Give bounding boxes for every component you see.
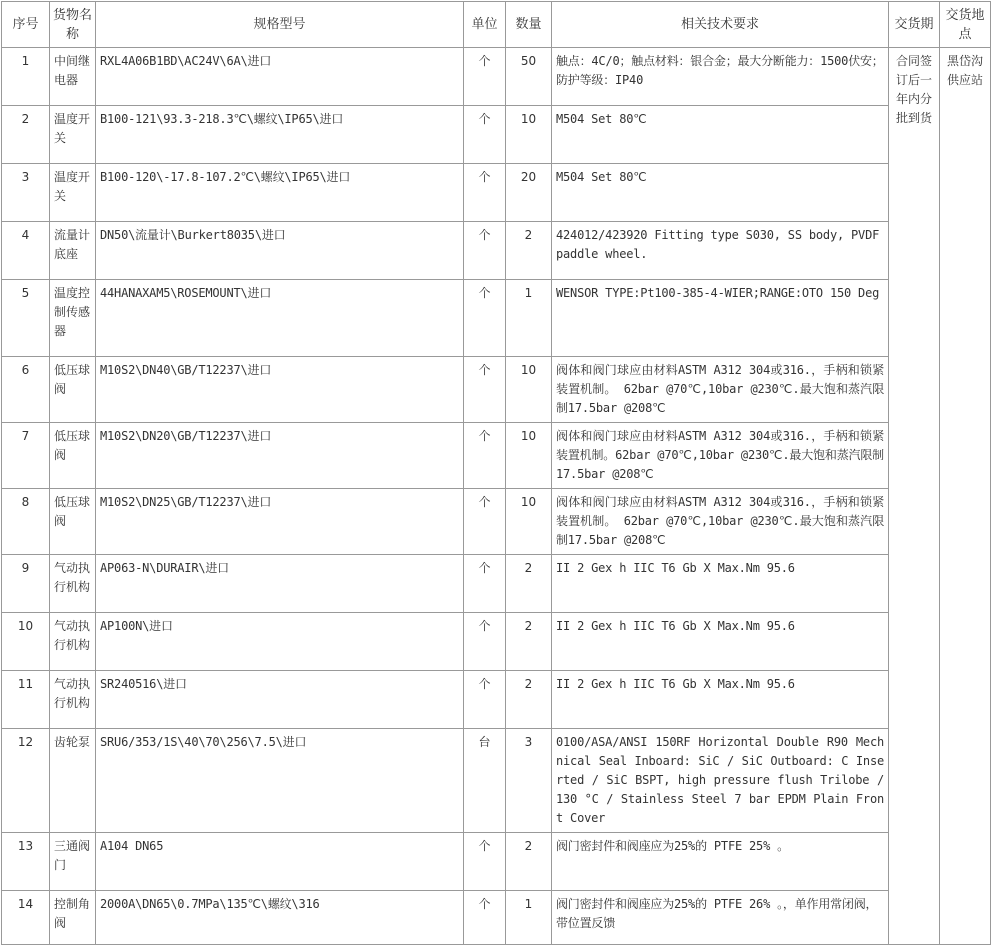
item-tech-requirements: 424012/423920 Fitting type S030, SS body, PVDF paddle wheel. <box>552 222 889 280</box>
item-quantity: 2 <box>506 222 552 280</box>
table-row <box>2 555 991 613</box>
header-model: 规格型号 <box>96 2 464 48</box>
item-model: RXL4A06B1BD\AC24V\6A\进口 <box>96 48 464 106</box>
item-name: 低压球阀 <box>50 357 96 423</box>
header-tech: 相关技术要求 <box>552 2 889 48</box>
row-number: 13 <box>2 833 50 891</box>
item-tech-requirements: 阀体和阀门球应由材料ASTM A312 304或316.，手柄和锁紧装置机制。 62bar @70℃,10bar @230℃.最大饱和蒸汽限制17.5bar @208℃ <box>552 489 889 555</box>
item-unit: 个 <box>464 489 506 555</box>
item-name: 温度控制传感器 <box>50 280 96 357</box>
row-number: 6 <box>2 357 50 423</box>
item-tech-requirements: 阀门密封件和阀座应为25%的 PTFE 25% 。 <box>552 833 889 891</box>
item-model: M10S2\DN25\GB/T12237\进口 <box>96 489 464 555</box>
item-model: SR240516\进口 <box>96 671 464 729</box>
item-model: DN50\流量计\Burkert8035\进口 <box>96 222 464 280</box>
item-name: 齿轮泵 <box>50 729 96 833</box>
table-row <box>2 164 991 222</box>
item-unit: 个 <box>464 280 506 357</box>
item-tech-requirements: 阀体和阀门球应由材料ASTM A312 304或316.，手柄和锁紧装置机制。 62bar @70℃,10bar @230℃.最大饱和蒸汽限制17.5bar @208℃ <box>552 357 889 423</box>
item-unit: 个 <box>464 357 506 423</box>
item-tech-requirements: II 2 Gex h IIC T6 Gb X Max.Nm 95.6 <box>552 671 889 729</box>
item-tech-requirements: M504 Set 80℃ <box>552 164 889 222</box>
header-place: 交货地点 <box>940 2 991 48</box>
item-unit: 个 <box>464 555 506 613</box>
item-quantity: 50 <box>506 48 552 106</box>
table-row <box>2 489 991 555</box>
header-qty: 数量 <box>506 2 552 48</box>
table-row <box>2 106 991 164</box>
item-quantity: 1 <box>506 891 552 945</box>
item-name: 低压球阀 <box>50 423 96 489</box>
header-name: 货物名称 <box>50 2 96 48</box>
item-quantity: 3 <box>506 729 552 833</box>
item-name: 气动执行机构 <box>50 555 96 613</box>
item-unit: 个 <box>464 833 506 891</box>
table-row <box>2 729 991 833</box>
item-quantity: 2 <box>506 833 552 891</box>
item-name: 气动执行机构 <box>50 613 96 671</box>
item-quantity: 10 <box>506 106 552 164</box>
item-model: 2000A\DN65\0.7MPa\135℃\螺纹\316 <box>96 891 464 945</box>
item-tech-requirements: M504 Set 80℃ <box>552 106 889 164</box>
row-number: 8 <box>2 489 50 555</box>
table-row <box>2 280 991 357</box>
item-unit: 台 <box>464 729 506 833</box>
table-row <box>2 613 991 671</box>
item-name: 中间继电器 <box>50 48 96 106</box>
item-unit: 个 <box>464 222 506 280</box>
item-tech-requirements: 触点：4C/0；触点材料：银合金；最大分断能力：1500伏安；防护等级：IP40 <box>552 48 889 106</box>
item-model: B100-121\93.3-218.3℃\螺纹\IP65\进口 <box>96 106 464 164</box>
row-number: 14 <box>2 891 50 945</box>
item-name: 温度开关 <box>50 164 96 222</box>
item-quantity: 2 <box>506 555 552 613</box>
header-row <box>2 2 991 48</box>
item-name: 流量计底座 <box>50 222 96 280</box>
table-row <box>2 423 991 489</box>
item-quantity: 20 <box>506 164 552 222</box>
item-name: 控制角阀 <box>50 891 96 945</box>
table-row <box>2 48 991 106</box>
item-model: A104 DN65 <box>96 833 464 891</box>
table-row <box>2 222 991 280</box>
header-period: 交货期 <box>889 2 940 48</box>
table-body <box>2 48 991 945</box>
row-number: 9 <box>2 555 50 613</box>
row-number: 3 <box>2 164 50 222</box>
item-quantity: 10 <box>506 357 552 423</box>
row-number: 2 <box>2 106 50 164</box>
table-row <box>2 357 991 423</box>
item-name: 温度开关 <box>50 106 96 164</box>
row-number: 1 <box>2 48 50 106</box>
item-quantity: 2 <box>506 671 552 729</box>
row-number: 4 <box>2 222 50 280</box>
item-quantity: 2 <box>506 613 552 671</box>
item-tech-requirements: II 2 Gex h IIC T6 Gb X Max.Nm 95.6 <box>552 613 889 671</box>
item-quantity: 10 <box>506 489 552 555</box>
header-unit: 单位 <box>464 2 506 48</box>
item-tech-requirements: WENSOR TYPE:Pt100-385-4-WIER;RANGE:OTO 150 Deg <box>552 280 889 357</box>
item-name: 三通阀门 <box>50 833 96 891</box>
item-model: M10S2\DN40\GB/T12237\进口 <box>96 357 464 423</box>
table-row <box>2 671 991 729</box>
item-unit: 个 <box>464 423 506 489</box>
item-unit: 个 <box>464 106 506 164</box>
item-model: AP063-N\DURAIR\进口 <box>96 555 464 613</box>
item-tech-requirements: 阀体和阀门球应由材料ASTM A312 304或316.，手柄和锁紧装置机制。62bar @70℃,10bar @230℃.最大饱和蒸汽限制17.5bar @208℃ <box>552 423 889 489</box>
item-model: M10S2\DN20\GB/T12237\进口 <box>96 423 464 489</box>
delivery-place: 黑岱沟供应站 <box>940 48 991 945</box>
delivery-period: 合同签订后一年内分批到货 <box>889 48 940 945</box>
row-number: 5 <box>2 280 50 357</box>
item-unit: 个 <box>464 164 506 222</box>
spec-table <box>1 1 991 945</box>
item-tech-requirements: II 2 Gex h IIC T6 Gb X Max.Nm 95.6 <box>552 555 889 613</box>
item-unit: 个 <box>464 891 506 945</box>
item-quantity: 1 <box>506 280 552 357</box>
row-number: 12 <box>2 729 50 833</box>
item-tech-requirements: 0100/ASA/ANSI 150RF Horizontal Double R90 Mechnical Seal Inboard: SiC / SiC Outboard: C Inserted / SiC BSPT, high pressure flush Trilobe / 130 °C / Stainless Steel 7 bar EPDM Plain Front Cover <box>552 729 889 833</box>
item-name: 低压球阀 <box>50 489 96 555</box>
row-number: 11 <box>2 671 50 729</box>
item-model: 44HANAXAM5\ROSEMOUNT\进口 <box>96 280 464 357</box>
item-name: 气动执行机构 <box>50 671 96 729</box>
row-number: 7 <box>2 423 50 489</box>
item-quantity: 10 <box>506 423 552 489</box>
item-model: B100-120\-17.8-107.2℃\螺纹\IP65\进口 <box>96 164 464 222</box>
header-no: 序号 <box>2 2 50 48</box>
row-number: 10 <box>2 613 50 671</box>
item-unit: 个 <box>464 613 506 671</box>
item-tech-requirements: 阀门密封件和阀座应为25%的 PTFE 26% 。，单作用常闭阀，带位置反馈 <box>552 891 889 945</box>
item-model: SRU6/353/1S\40\70\256\7.5\进口 <box>96 729 464 833</box>
item-model: AP100N\进口 <box>96 613 464 671</box>
item-unit: 个 <box>464 671 506 729</box>
table-row <box>2 833 991 891</box>
table-row <box>2 891 991 945</box>
item-unit: 个 <box>464 48 506 106</box>
